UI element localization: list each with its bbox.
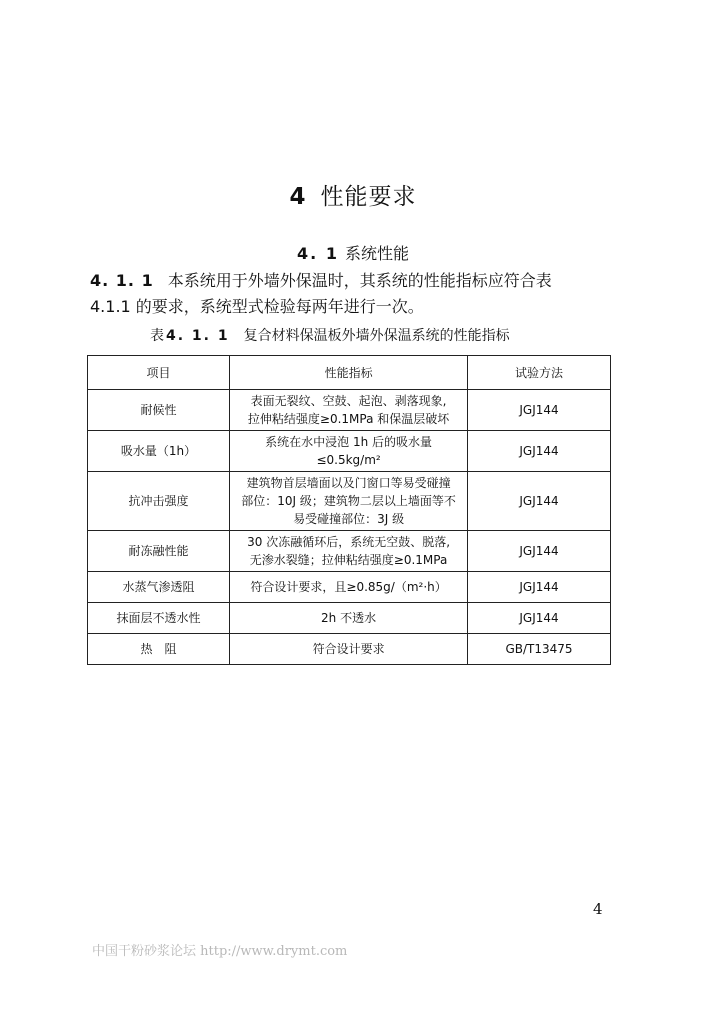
header-method: 试验方法: [468, 356, 611, 390]
row-method: GB/T13475: [468, 634, 611, 665]
spec-line: 部位：10J 级；建筑物二层以上墙面等不: [241, 494, 456, 508]
performance-table: [87, 355, 611, 665]
clause-line-1: [90, 268, 620, 294]
row-method: JGJ144: [468, 531, 611, 572]
chapter-title: [0, 178, 706, 211]
row-method: JGJ144: [468, 572, 611, 603]
spec-line: 符合设计要求: [312, 642, 385, 656]
table-caption: [150, 325, 510, 345]
table-row: [88, 572, 611, 603]
row-item: 抗冲击强度: [88, 472, 230, 531]
table-caption-number: 4. 1. 1: [166, 328, 230, 344]
section-title-text: 系统性能: [344, 244, 409, 263]
spec-line: 符合设计要求，且≥0.85g/（m²·h）: [250, 580, 447, 594]
page-number: 4: [593, 900, 603, 918]
row-spec: [230, 390, 468, 431]
table-row: [88, 634, 611, 665]
row-spec: [230, 431, 468, 472]
row-item: 热 阻: [88, 634, 230, 665]
table-row: [88, 531, 611, 572]
row-spec: [230, 531, 468, 572]
table-row: [88, 472, 611, 531]
row-method: JGJ144: [468, 603, 611, 634]
spec-line: 拉伸粘结强度≥0.1MPa 和保温层破坏: [247, 412, 450, 426]
spec-line: ≤0.5kg/m²: [316, 453, 381, 467]
table-caption-prefix: 表: [150, 328, 164, 344]
spec-line: 无渗水裂缝；拉伸粘结强度≥0.1MPa: [249, 553, 448, 567]
row-spec: [230, 634, 468, 665]
table-row: [88, 603, 611, 634]
header-spec: 性能指标: [230, 356, 468, 390]
spec-line: 2h 不透水: [321, 611, 377, 625]
chapter-title-text: 性能要求: [320, 184, 417, 210]
clause-text-2: 4.1.1 的要求，系统型式检验每两年进行一次。: [90, 297, 424, 316]
row-spec: [230, 572, 468, 603]
row-item: 水蒸气渗透阻: [88, 572, 230, 603]
row-method: JGJ144: [468, 390, 611, 431]
section-number: 4. 1: [297, 244, 339, 263]
table-row: [88, 431, 611, 472]
row-spec: [230, 472, 468, 531]
spec-line: 建筑物首层墙面以及门窗口等易受碰撞: [246, 476, 451, 490]
row-item: 吸水量（1h）: [88, 431, 230, 472]
row-item: 耐冻融性能: [88, 531, 230, 572]
row-item: 抹面层不透水性: [88, 603, 230, 634]
table-row: [88, 390, 611, 431]
section-title: [0, 241, 706, 264]
clause-text-1: 本系统用于外墙外保温时，其系统的性能指标应符合表: [167, 271, 552, 290]
spec-line: 表面无裂纹、空鼓、起泡、剥落现象,: [250, 394, 447, 408]
spec-line: 系统在水中浸泡 1h 后的吸水量: [265, 435, 433, 449]
clause-number: 4. 1. 1: [90, 271, 154, 290]
row-spec: [230, 603, 468, 634]
clause-line-2: [90, 294, 620, 320]
table-caption-title: 复合材料保温板外墙外保温系统的性能指标: [243, 328, 510, 344]
watermark-text: 中国干粉砂浆论坛 http://www.drymt.com: [92, 944, 348, 959]
header-item: 项目: [88, 356, 230, 390]
table-header-row: [88, 356, 611, 390]
spec-line: 易受碰撞部位：3J 级: [293, 512, 405, 526]
row-method: JGJ144: [468, 431, 611, 472]
chapter-number: 4: [289, 184, 307, 210]
spec-line: 30 次冻融循环后，系统无空鼓、脱落,: [247, 535, 451, 549]
row-method: JGJ144: [468, 472, 611, 531]
row-item: 耐候性: [88, 390, 230, 431]
